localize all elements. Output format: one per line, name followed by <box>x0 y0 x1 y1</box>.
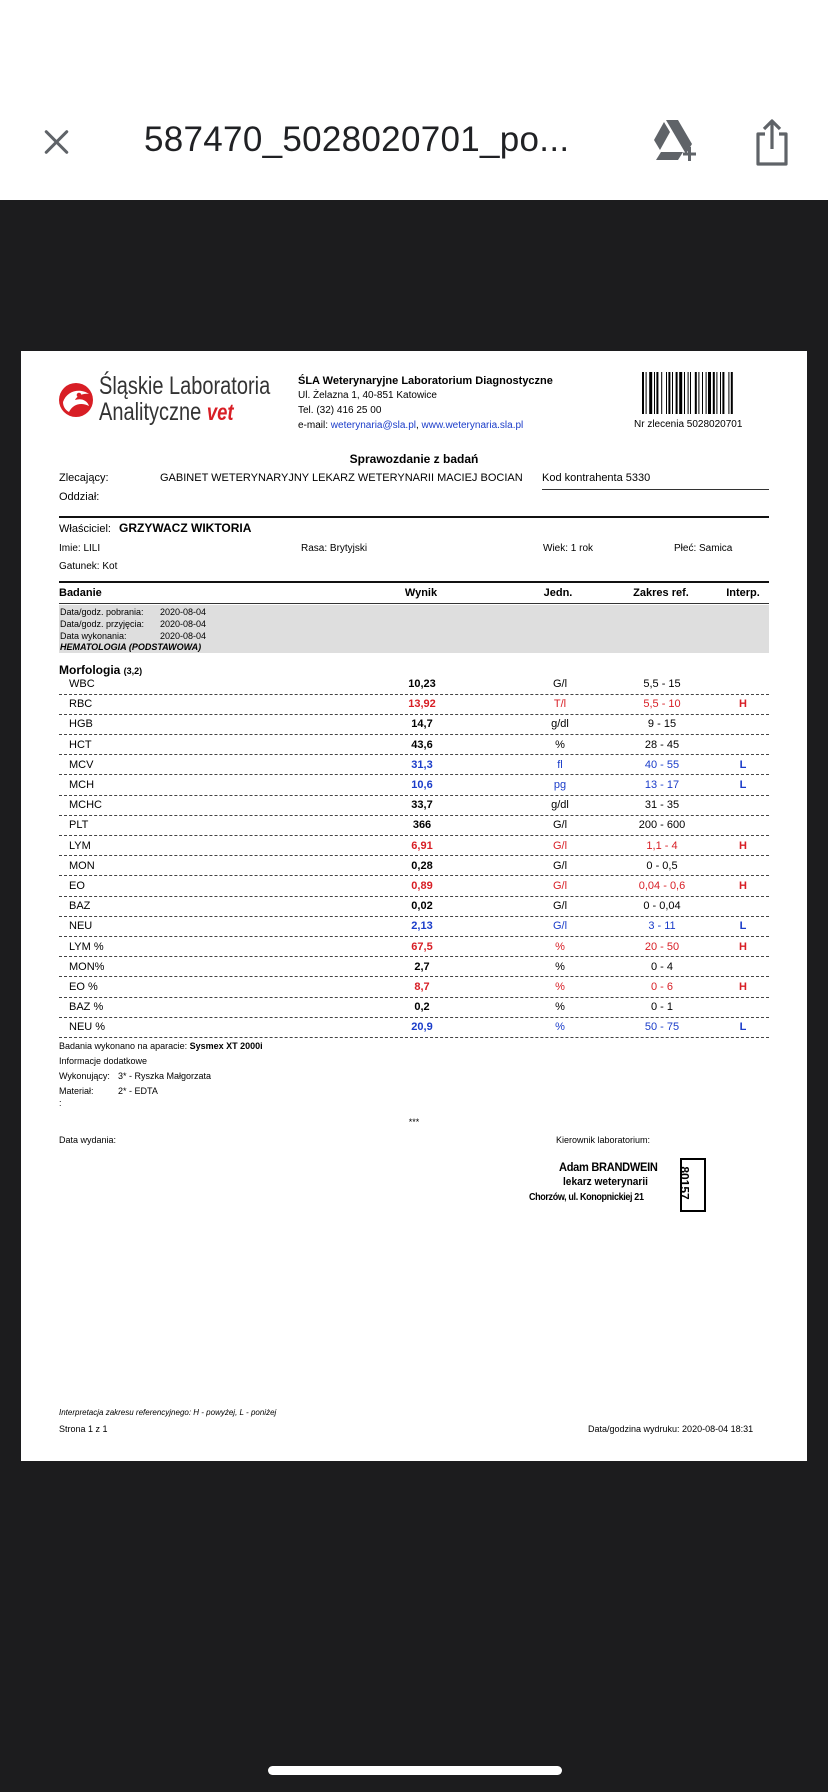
col-range: Zakres ref. <box>633 587 689 599</box>
row-divider <box>59 896 769 897</box>
test-flag: H <box>739 940 747 953</box>
test-range: 50 - 75 <box>644 1021 680 1034</box>
report-title: Sprawozdanie z badań <box>349 452 479 466</box>
test-range: 0 - 1 <box>650 1001 674 1014</box>
test-name: LYM <box>69 839 91 852</box>
material-value: 2* - EDTA <box>118 1086 158 1096</box>
lab-head-label: Kierownik laboratorium: <box>556 1135 651 1145</box>
col-test: Badanie <box>59 587 102 599</box>
test-range: 3 - 11 <box>648 920 676 933</box>
viewer-toolbar <box>0 0 828 200</box>
test-unit: % <box>555 1001 565 1014</box>
test-range: 31 - 35 <box>644 799 680 812</box>
additional-info: Informacje dodatkowe <box>59 1056 148 1066</box>
owner-name: GRZYWACZ WIKTORIA <box>119 521 252 535</box>
test-unit: G/l <box>552 859 568 872</box>
lab-name: ŚLA Weterynaryjne Laboratorium Diagnostyczne <box>298 375 553 387</box>
logo-line-2-text: Analityczne <box>99 398 202 426</box>
test-unit: G/l <box>552 920 568 933</box>
row-divider <box>59 795 769 796</box>
test-range: 0 - 6 <box>650 981 674 993</box>
logo-vet-text: vet <box>206 399 234 425</box>
row-divider <box>59 714 769 715</box>
test-value: 14,7 <box>411 718 433 731</box>
test-unit: G/l <box>552 880 568 892</box>
test-name: BAZ <box>69 900 91 913</box>
test-name: EO % <box>69 981 98 993</box>
test-value: 2,7 <box>414 960 430 973</box>
test-name: RBC <box>69 698 93 711</box>
lab-address: Ul. Żelazna 1, 40-851 Katowice <box>298 390 437 401</box>
test-flag: H <box>739 698 747 711</box>
test-name: MCV <box>69 758 94 771</box>
email-label: e-mail: <box>298 420 329 431</box>
logo-line-2 <box>99 399 233 425</box>
test-name: BAZ % <box>69 1001 104 1014</box>
test-range: 5,5 - 10 <box>643 698 681 711</box>
test-value: 366 <box>412 819 432 832</box>
device-line <box>59 1041 263 1051</box>
row-divider <box>59 1037 769 1038</box>
test-range: 5,5 - 15 <box>643 678 681 690</box>
page-label: Strona 1 z 1 <box>59 1424 108 1434</box>
test-flag: L <box>739 779 747 791</box>
lab-logo-icon <box>57 382 95 418</box>
test-name: NEU <box>69 920 93 933</box>
test-value: 10,6 <box>411 779 433 791</box>
owner-label: Właściciel: <box>59 523 111 535</box>
test-range: 13 - 17 <box>644 779 680 791</box>
row-divider <box>59 936 769 937</box>
test-value: 10,23 <box>408 678 436 690</box>
test-unit: G/l <box>552 900 568 913</box>
row-divider <box>59 875 769 876</box>
collect-label: Data/godz. pobrania: <box>60 607 144 617</box>
row-divider <box>59 997 769 998</box>
test-unit: fl <box>557 758 563 771</box>
section-name <box>59 663 142 677</box>
issue-date-label: Data wydania: <box>59 1135 117 1145</box>
test-value: 43,6 <box>411 738 433 751</box>
test-unit: g/dl <box>551 718 569 731</box>
panel-name: HEMATOLOGIA (PODSTAWOWA) <box>60 642 202 652</box>
performer-value: 3* - Ryszka Małgorzata <box>118 1071 212 1081</box>
test-value: 8,7 <box>414 981 430 993</box>
test-range: 40 - 55 <box>644 758 680 771</box>
row-divider <box>59 1017 769 1018</box>
test-unit: % <box>555 1021 565 1034</box>
divider <box>59 516 769 518</box>
test-name: HGB <box>69 718 93 731</box>
department-label: Oddział: <box>59 491 100 503</box>
divider <box>542 489 769 490</box>
device-value: Sysmex XT 2000i <box>189 1041 263 1051</box>
print-date: Data/godzina wydruku: 2020-08-04 18:31 <box>588 1424 754 1434</box>
test-name: EO <box>69 880 85 892</box>
share-icon[interactable] <box>752 118 792 168</box>
row-divider <box>59 774 769 775</box>
row-divider <box>59 916 769 917</box>
receive-value: 2020-08-04 <box>160 619 207 629</box>
test-range: 9 - 15 <box>647 718 677 731</box>
stars-separator: *** <box>408 1117 420 1127</box>
test-unit: G/l <box>552 678 568 690</box>
patient-species: Gatunek: Kot <box>59 561 118 572</box>
col-interp: Interp. <box>726 587 760 599</box>
lab-contact: e-mail: weterynaria@sla.pl, www.weterynaria.sla.pl <box>298 420 524 431</box>
test-flag: L <box>739 920 747 933</box>
stamp-address: Chorzów, ul. Konopnickiej 21 <box>529 1192 644 1203</box>
interp-note: Interpretacja zakresu referencyjnego: H - powyżej, L - poniżej <box>59 1408 277 1417</box>
test-value: 0,02 <box>411 900 433 913</box>
test-range: 28 - 45 <box>644 738 680 751</box>
row-divider <box>59 855 769 856</box>
test-unit: T/l <box>553 698 567 711</box>
test-name: PLT <box>69 819 89 832</box>
colon-mark: : <box>59 1098 62 1108</box>
material-label: Materiał: <box>59 1086 94 1096</box>
row-divider <box>59 734 769 735</box>
stamp-title: lekarz weterynarii <box>563 1176 648 1188</box>
test-value: 0,2 <box>414 1001 430 1014</box>
website-link[interactable]: www.weterynaria.sla.pl <box>421 420 524 431</box>
test-value: 67,5 <box>411 940 433 953</box>
row-divider <box>59 754 769 755</box>
test-range: 20 - 50 <box>644 940 680 953</box>
test-name: MON% <box>69 960 105 973</box>
email-link[interactable]: weterynaria@sla.pl <box>330 420 416 431</box>
divider <box>59 603 769 604</box>
test-unit: g/dl <box>551 799 569 812</box>
test-unit: % <box>555 981 565 993</box>
logo-line-1: Śląskie Laboratoria <box>99 372 271 400</box>
test-flag: H <box>739 981 747 993</box>
document-page <box>21 351 807 1461</box>
add-to-drive-icon[interactable] <box>650 118 700 164</box>
ordering-label: Zlecający: <box>59 472 109 484</box>
performed-value: 2020-08-04 <box>160 631 207 641</box>
stamp-number-box <box>677 1158 706 1212</box>
test-value: 0,28 <box>411 859 433 872</box>
row-divider <box>59 976 769 977</box>
test-name: HCT <box>69 738 92 751</box>
test-value: 2,13 <box>411 920 433 933</box>
ordering-value: GABINET WETERYNARYJNY LEKARZ WETERYNARII MACIEJ BOCIAN <box>160 472 523 484</box>
test-value: 0,89 <box>411 880 433 892</box>
row-divider <box>59 694 769 695</box>
signature-stamp <box>529 1156 709 1216</box>
test-name: MON <box>69 859 95 872</box>
test-value: 20,9 <box>411 1021 433 1034</box>
stamp-number: 80157 <box>677 1166 692 1200</box>
test-unit: pg <box>553 779 567 791</box>
performed-label: Data wykonania: <box>60 631 127 641</box>
divider <box>59 581 769 583</box>
performer-label: Wykonujący: <box>59 1071 110 1081</box>
test-value: 13,92 <box>408 698 436 711</box>
test-flag: L <box>739 1021 747 1034</box>
stamp-name: Adam BRANDWEIN <box>559 1160 658 1174</box>
test-name: LYM % <box>69 940 104 953</box>
device-label: Badania wykonano na aparacie: <box>59 1041 188 1051</box>
home-indicator[interactable] <box>268 1766 562 1775</box>
barcode-icon <box>642 372 761 414</box>
test-name: NEU % <box>69 1021 106 1034</box>
document-title: 587470_5028020701_po... <box>144 120 570 159</box>
close-icon[interactable] <box>38 124 74 160</box>
section-name-text: Morfologia <box>59 663 121 677</box>
test-unit: % <box>555 960 565 973</box>
test-value: 6,91 <box>411 839 433 852</box>
test-unit: % <box>555 738 565 751</box>
patient-breed: Rasa: Brytyjski <box>301 543 368 554</box>
receive-label: Data/godz. przyjęcia: <box>60 619 145 629</box>
test-value: 33,7 <box>411 799 433 812</box>
patient-sex: Płeć: Samica <box>674 543 733 554</box>
test-flag: H <box>739 839 747 852</box>
row-divider <box>59 815 769 816</box>
row-divider <box>59 956 769 957</box>
test-unit: % <box>555 940 565 953</box>
test-range: 0 - 4 <box>650 960 674 973</box>
patient-age: Wiek: 1 rok <box>543 543 594 554</box>
test-flag: H <box>739 880 747 892</box>
test-range: 0 - 0,5 <box>646 859 678 872</box>
patient-name: Imie: LILI <box>59 543 101 554</box>
test-range: 1,1 - 4 <box>646 839 678 852</box>
contractor-code: Kod kontrahenta 5330 <box>542 472 651 484</box>
row-divider <box>59 835 769 836</box>
test-value: 31,3 <box>411 758 433 771</box>
test-unit: G/l <box>552 819 568 832</box>
test-name: MCH <box>69 779 95 791</box>
test-flag: L <box>739 758 747 771</box>
col-result: Wynik <box>404 587 438 599</box>
test-name: MCHC <box>69 799 102 812</box>
test-range: 0,04 - 0,6 <box>638 880 686 892</box>
test-range: 0 - 0,04 <box>643 900 681 913</box>
collect-value: 2020-08-04 <box>160 607 207 617</box>
test-name: WBC <box>69 678 95 690</box>
test-unit: G/l <box>552 839 568 852</box>
order-number: Nr zlecenia 5028020701 <box>634 419 743 430</box>
test-range: 200 - 600 <box>638 819 686 832</box>
section-code: (3,2) <box>123 666 143 676</box>
lab-phone: Tel. (32) 416 25 00 <box>298 405 382 416</box>
col-unit: Jedn. <box>543 587 573 599</box>
